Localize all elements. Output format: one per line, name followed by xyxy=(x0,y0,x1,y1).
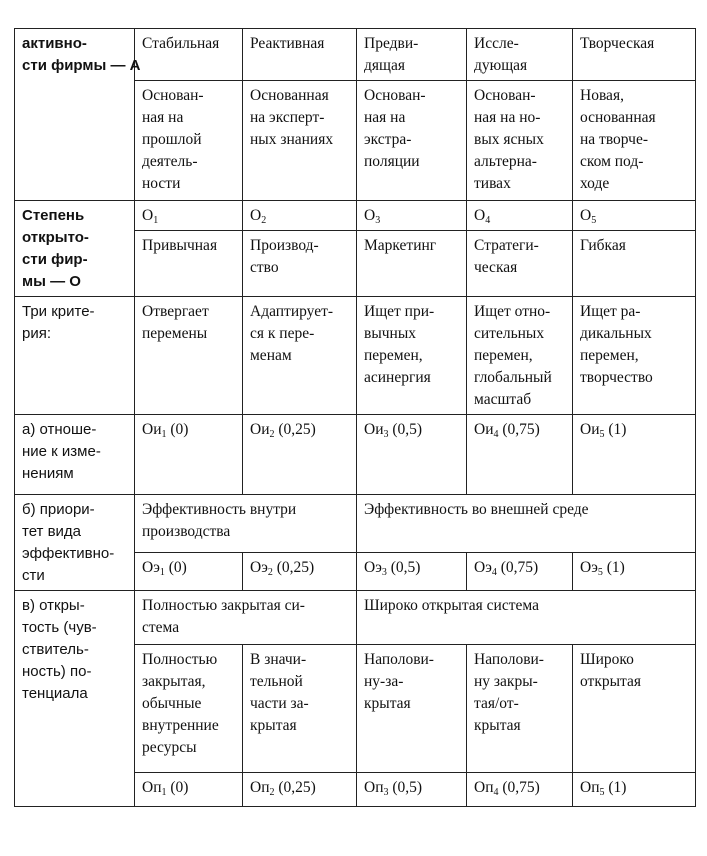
code-label xyxy=(474,205,566,227)
code-label xyxy=(580,205,689,227)
cell-text-line: открытая xyxy=(580,673,641,690)
cell-text-line: экстра- xyxy=(364,131,412,148)
criteria-cell xyxy=(357,297,467,415)
openness-code-cell xyxy=(467,201,573,231)
row-label-change xyxy=(15,415,135,495)
activity-description-cell xyxy=(135,81,243,201)
cell-text-line: нениям xyxy=(22,465,74,482)
code-index: 5 xyxy=(591,215,597,226)
potential-code-cell xyxy=(573,773,696,807)
cell-text-line: Наполови- xyxy=(364,651,434,668)
cell-text-line: обычные xyxy=(142,695,202,712)
cell-text-line: Гибкая xyxy=(580,237,626,254)
cell-text-line: перемен, xyxy=(580,347,639,364)
openness-type-cell xyxy=(135,231,243,297)
code-base: Оэ xyxy=(142,558,160,576)
efficiency-code-cell xyxy=(467,552,573,590)
code-base: O xyxy=(364,207,376,224)
cell-text-line: стема xyxy=(142,619,180,636)
change-code-cell xyxy=(573,415,696,495)
criteria-cell xyxy=(467,297,573,415)
activity-description-cell xyxy=(573,81,696,201)
code-value: (0) xyxy=(166,421,189,438)
firm-activity-openness-table xyxy=(14,28,696,807)
code-base: Оэ xyxy=(580,558,598,576)
code-label xyxy=(580,777,689,799)
cell-text-line: Маркетинг xyxy=(364,237,437,254)
cell-text-line: Основан- xyxy=(142,87,204,104)
potential-cell xyxy=(243,645,357,773)
cell-text-line: Творческая xyxy=(580,35,655,52)
open-system-cell xyxy=(357,591,696,645)
code-value: (0,25) xyxy=(272,558,315,576)
openness-code-cell xyxy=(243,201,357,231)
cell-text-line: крытая xyxy=(474,717,521,734)
cell-text-line: дующая xyxy=(474,57,528,74)
code-label xyxy=(364,205,460,227)
code-index: 3 xyxy=(383,787,389,798)
code-index: 2 xyxy=(269,787,275,798)
cell-text-line: дящая xyxy=(364,57,405,74)
cell-text-line: Наполови- xyxy=(474,651,544,668)
code-label xyxy=(580,557,689,579)
code-base: Оп xyxy=(142,779,162,796)
cell-text-line: ствитель- xyxy=(22,641,89,658)
activity-description-cell xyxy=(467,81,573,201)
cell-text-line: перемены xyxy=(142,325,208,342)
code-label xyxy=(364,557,460,579)
potential-cell xyxy=(357,645,467,773)
activity-type-cell xyxy=(357,29,467,81)
external-efficiency-cell xyxy=(357,495,696,553)
code-base: Ои xyxy=(364,421,384,438)
code-index: 2 xyxy=(269,429,275,440)
code-base: Оэ xyxy=(474,558,492,576)
openness-code-cell xyxy=(135,201,243,231)
openness-type-cell xyxy=(467,231,573,297)
code-index: 5 xyxy=(599,787,605,798)
cell-text-line: ском под- xyxy=(580,153,644,170)
cell-text-line: Предви- xyxy=(364,35,419,52)
cell-text-line: ся к пере- xyxy=(250,325,315,342)
potential-cell xyxy=(467,645,573,773)
cell-text-line: Ищет ра- xyxy=(580,303,641,320)
row-label-efficiency xyxy=(15,495,135,591)
code-label xyxy=(364,419,460,441)
cell-text-line: ная на xyxy=(142,109,184,126)
openness-code-cell xyxy=(573,201,696,231)
code-value: (0) xyxy=(166,779,189,796)
code-value: (0,75) xyxy=(498,779,540,796)
change-code-cell xyxy=(135,415,243,495)
table-row xyxy=(15,297,696,415)
cell-text-line: ность) по- xyxy=(22,663,92,680)
activity-type-cell xyxy=(135,29,243,81)
code-index: 4 xyxy=(485,215,491,226)
efficiency-code-cell xyxy=(357,552,467,590)
cell-text-line: крытая xyxy=(250,717,297,734)
cell-text-line: открыто- xyxy=(22,229,89,246)
cell-text-line: тельной xyxy=(250,673,303,690)
cell-text-line: Новая, xyxy=(580,87,624,104)
code-index: 3 xyxy=(375,215,381,226)
cell-text-line: ная на xyxy=(364,109,406,126)
criteria-cell xyxy=(573,297,696,415)
cell-text-line: ну-за- xyxy=(364,673,404,690)
efficiency-code-cell xyxy=(243,552,357,590)
cell-text-line: а) отноше- xyxy=(22,421,97,438)
activity-description-cell xyxy=(357,81,467,201)
cell-text-line: глобальный xyxy=(474,369,552,386)
code-base: Ои xyxy=(250,421,270,438)
code-value: (0,5) xyxy=(388,421,423,438)
code-label xyxy=(474,419,566,441)
code-value: (0,25) xyxy=(274,421,316,438)
cell-text-line: эффективно- xyxy=(22,545,115,562)
cell-text-line: сти фир- xyxy=(22,251,88,268)
code-label xyxy=(142,205,236,227)
cell-text-line: сительных xyxy=(474,325,545,342)
table-row xyxy=(15,495,696,553)
code-index: 3 xyxy=(381,566,387,578)
closed-system-cell xyxy=(135,591,357,645)
cell-text-line: Стратеги- xyxy=(474,237,539,254)
cell-text-line: ческая xyxy=(474,259,518,276)
code-label xyxy=(142,777,236,799)
cell-text-line: Отвергает xyxy=(142,303,209,320)
cell-text-line: производства xyxy=(142,523,231,540)
cell-text-line: Привычная xyxy=(142,237,218,254)
change-code-cell xyxy=(243,415,357,495)
potential-cell xyxy=(573,645,696,773)
code-value: (1) xyxy=(604,779,627,796)
code-label xyxy=(142,419,236,441)
code-value: (1) xyxy=(602,558,625,576)
code-label xyxy=(250,557,350,579)
efficiency-code-cell xyxy=(135,552,243,590)
activity-description-cell xyxy=(243,81,357,201)
cell-text-line: активно- xyxy=(22,35,87,52)
code-label xyxy=(364,777,460,799)
code-base: Ои xyxy=(474,421,494,438)
openness-code-cell xyxy=(357,201,467,231)
cell-text-line: менам xyxy=(250,347,292,364)
code-base: O xyxy=(580,207,592,224)
cell-text-line: ние к изме- xyxy=(22,443,101,460)
table-row xyxy=(15,415,696,495)
cell-text-line: альтерна- xyxy=(474,153,537,170)
cell-text-line: ная на но- xyxy=(474,109,541,126)
potential-code-cell xyxy=(135,773,243,807)
code-base: Оэ xyxy=(364,558,382,576)
code-index: 1 xyxy=(153,215,159,226)
criteria-cell xyxy=(135,297,243,415)
code-base: O xyxy=(250,207,262,224)
code-label xyxy=(250,777,350,799)
row-label-openness xyxy=(15,201,135,297)
cell-text-line: Полностью закрытая си- xyxy=(142,597,305,614)
cell-text-line: Широко xyxy=(580,651,634,668)
cell-text-line: на эксперт- xyxy=(250,109,325,126)
cell-text-line: ности xyxy=(142,175,181,192)
cell-text-line: Производ- xyxy=(250,237,319,254)
code-base: Оп xyxy=(364,779,384,796)
code-value: (0,5) xyxy=(386,558,421,576)
cell-text-line: Степень xyxy=(22,207,85,224)
code-value: (0,75) xyxy=(496,558,539,576)
code-index: 2 xyxy=(261,215,267,226)
cell-text-line: ходе xyxy=(580,175,610,192)
code-base: O xyxy=(474,207,486,224)
cell-text-line: Основан- xyxy=(364,87,426,104)
code-index: 4 xyxy=(493,787,499,798)
cell-text-line: закрытая, xyxy=(142,673,206,690)
cell-text-line: творчество xyxy=(580,369,653,386)
code-base: Оп xyxy=(250,779,270,796)
potential-code-cell xyxy=(243,773,357,807)
cell-text-line: мы — О xyxy=(22,273,81,290)
cell-text-line: Три крите- xyxy=(22,303,95,320)
code-label xyxy=(250,205,350,227)
code-index: 4 xyxy=(491,566,497,578)
code-index: 5 xyxy=(597,566,603,578)
internal-efficiency-cell xyxy=(135,495,357,553)
cell-text-line: основанная xyxy=(580,109,656,126)
potential-code-cell xyxy=(357,773,467,807)
cell-text-line: рия: xyxy=(22,325,52,342)
code-index: 2 xyxy=(267,566,273,578)
cell-text-line: Реактивная xyxy=(250,35,325,52)
cell-text-line: прошлой xyxy=(142,131,202,148)
row-label-criteria xyxy=(15,297,135,415)
code-label xyxy=(142,557,236,579)
efficiency-code-cell xyxy=(573,552,696,590)
code-value: (1) xyxy=(604,421,627,438)
activity-type-cell xyxy=(243,29,357,81)
code-base: Оп xyxy=(580,779,600,796)
cell-text-line: перемен, xyxy=(364,347,423,364)
code-index: 4 xyxy=(493,429,499,440)
cell-text-line: тость (чув- xyxy=(22,619,97,636)
cell-text-line: в) откры- xyxy=(22,597,85,614)
cell-text-line: Эффективность внутри xyxy=(142,501,297,518)
cell-text-line: Основан- xyxy=(474,87,536,104)
cell-text-line: вых ясных xyxy=(474,131,544,148)
cell-text-line: дикальных xyxy=(580,325,652,342)
cell-text-line: ство xyxy=(250,259,279,276)
code-value: (0,25) xyxy=(274,779,316,796)
code-label xyxy=(474,557,566,579)
openness-type-cell xyxy=(243,231,357,297)
cell-text-line: тивах xyxy=(474,175,511,192)
code-base: Ои xyxy=(580,421,600,438)
activity-type-cell xyxy=(467,29,573,81)
openness-type-cell xyxy=(573,231,696,297)
cell-text-line: на творче- xyxy=(580,131,648,148)
cell-text-line: Основанная xyxy=(250,87,329,104)
cell-text-line: вычных xyxy=(364,325,416,342)
code-index: 3 xyxy=(383,429,389,440)
code-value: (0,5) xyxy=(388,779,423,796)
code-base: Оп xyxy=(474,779,494,796)
table-row xyxy=(15,29,696,81)
row-label-potential xyxy=(15,591,135,807)
code-base: O xyxy=(142,207,154,224)
cell-text-line: Ищет отно- xyxy=(474,303,551,320)
code-value: (0) xyxy=(164,558,187,576)
cell-text-line: тет вида xyxy=(22,523,82,540)
cell-text-line: Иссле- xyxy=(474,35,519,52)
openness-type-cell xyxy=(357,231,467,297)
cell-text-line: Адаптирует- xyxy=(250,303,334,320)
cell-text-line: перемен, xyxy=(474,347,533,364)
activity-type-cell xyxy=(573,29,696,81)
cell-text-line: масштаб xyxy=(474,391,532,408)
change-code-cell xyxy=(357,415,467,495)
code-base: Ои xyxy=(142,421,162,438)
code-base: Оэ xyxy=(250,558,268,576)
table-row xyxy=(15,591,696,645)
cell-text-line: б) приори- xyxy=(22,501,95,518)
code-index: 1 xyxy=(159,566,165,578)
cell-text-line: поляции xyxy=(364,153,420,170)
potential-cell xyxy=(135,645,243,773)
cell-text-line: сти фирмы — А xyxy=(22,57,141,74)
change-code-cell xyxy=(467,415,573,495)
cell-text-line: Стабильная xyxy=(142,35,220,52)
cell-text-line: тенциала xyxy=(22,685,88,702)
code-index: 1 xyxy=(161,429,167,440)
criteria-cell xyxy=(243,297,357,415)
code-index: 1 xyxy=(161,787,167,798)
cell-text-line: В значи- xyxy=(250,651,307,668)
cell-text-line: Ищет при- xyxy=(364,303,435,320)
cell-text-line: ресурсы xyxy=(142,739,197,756)
code-label xyxy=(580,419,689,441)
cell-text-line: Широко открытая система xyxy=(364,597,539,614)
cell-text-line: деятель- xyxy=(142,153,198,170)
cell-text-line: тая/от- xyxy=(474,695,519,712)
cell-text-line: части за- xyxy=(250,695,309,712)
cell-text-line: Эффективность во внешней среде xyxy=(364,501,589,518)
cell-text-line: крытая xyxy=(364,695,411,712)
cell-text-line: асинергия xyxy=(364,369,431,386)
potential-code-cell xyxy=(467,773,573,807)
cell-text-line: внутренние xyxy=(142,717,219,734)
cell-text-line: ных знаниях xyxy=(250,131,334,148)
row-label-activity xyxy=(15,29,141,201)
code-label xyxy=(250,419,350,441)
cell-text-line: ну закры- xyxy=(474,673,538,690)
cell-text-line: сти xyxy=(22,567,45,584)
cell-text-line: Полностью xyxy=(142,651,218,668)
table-row xyxy=(15,201,696,231)
code-value: (0,75) xyxy=(498,421,540,438)
code-index: 5 xyxy=(599,429,605,440)
code-label xyxy=(474,777,566,799)
